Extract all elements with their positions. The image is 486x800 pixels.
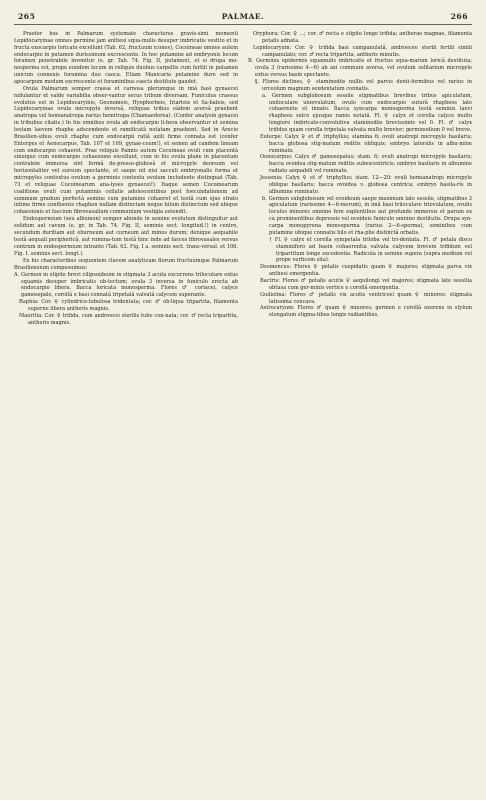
right-page-number: 266 (450, 12, 468, 21)
paragraph: Endospermium (seu albumen) semper abunde in semine evolutum distinguitur aut solidum aut cavum (e. gr. in Tab. 74. Fig. II, seminis sect. longitud.!) in centro, secundum duritiam aut eburneum aut corneum aut minus durum; denique aequabile testâ aequali periphericâ, aut rumina-tum testâ hinc inde ad fasces fibrovasales versus centrum in endospermium intrante (Tab. 62. Fig. I a. seminis sect. trans-versal. et 108. Fig. I. seminis sect. longt.). (14, 216, 238, 257)
paragraph: Oryphora: Cor. ♀ ...; cor. ♂ recta e stipite longe trifida; antherae magnae, filamenta petalis adnata. (253, 31, 472, 44)
paragraph: §. Flores diclines, ♀ staminodiis nullis vel parvis denti-formibus vel rarius in urceolum magnum sexdentatum connatis. (255, 79, 472, 92)
paragraph: Mauritia: Cor. ♀ trifida, cum androecei sterilis tubo con-nata; cor. ♂ recta tripartita, antheris magnis. (19, 312, 238, 326)
paragraph: Oenocarpus: Calyx ♂ gamosepalus; stam. 6; ovuli anatropi micropyle basilaris; bacca ovoidea stig-matum reditis subexcentricis; embryo basilaris in albumine radiato aequabili vel ruminato. (260, 154, 472, 175)
paragraph: B. Germinis epidermis squamulis imbricatis et fructus squa-marum loricâ destituta; ovula 3 (rarissime 4—6) ab axi communi aversa, vel ovulum solitarium micropyle extus versus basin spectante. (248, 58, 472, 79)
header-rule (14, 24, 472, 25)
paragraph: Praeter hos in Palmarum systemate characteres gravis-simi momenti Lepidocaryinae omnes germine jam anthesi squa-mulis desuper imbricatis vestito et in fructu exocarpio loricato excellunt (Tab. 62, fructuum icones), Cocoineae omnes autem endocarpio in putamen durissimum excrescente. In hoc putamine ad embryonis locum foramen penetrabile invenitur (e. gr. Tab. 74. Fig. II, putamen), et si drupa mo-nosperma est, prope eundem locum in reliquis duobus carpellis cum fertili in putamen unicum connexis foramina duo caeca. Etiam Manicaria putamine duro sed in apocarpum modum excrescente et foraminibus caecis destitute gaudet. (14, 31, 238, 86)
paragraph: Raphia: Cor. ♀ cylindrico-tubulosa tridentata; cor. ♂ ob-liqua tripartita, filamenta superne libera antheris magnis. (19, 299, 238, 312)
paragraph: Guilielma: Flores ♂ petalis vix acutis ventricosi quam ♀ minores; stigmata latissima concava. (260, 291, 472, 305)
paragraph: Astrocaryum: Flores ♂ quam ♀ minores; germen e corollâ exerens in stylum elongatum stigma-tibus longis radiantibus. (260, 305, 472, 319)
paragraph: † Fl. ♀ calyx et corolla sympetala triloba vel tri-dentata. Fl. ♂ petala disco staminifero ad basin cohaerentia valvata calycem brevem trifidum vel tripartitum longe excedentia. Radicula in semine supera (supra medium vel prope verticem sita). (269, 236, 472, 264)
left-column (14, 31, 238, 783)
paragraph: a. Germen subglobosum sessile stigmatibus brevibus tribus apiculatum, uniloculare uniovulatum, ovulo cum endocarpio suturâ rhapheos late cohaerente et innato. Bacca syncarpa monosperma testâ seminis laevi rhapheos sulco ejusque ramis notatâ. Fl. ♀ calyx et corolla calyce multo longiore imbricato-convolutiva staminodiis brevissimis vel 0. Fl. ♂ calyx trifidus quam corolla tripetala valvata multo brevior; germinodium 0 vel breve. (262, 92, 472, 134)
left-page-number: 265 (18, 12, 36, 21)
paragraph: Lepidocaryum: Cor. ♀ trifida basi campanulatâ, androeceo sterili fertili simili campanulato; cor. ♂ recta tripartita, antheris minutis. (253, 44, 472, 58)
paragraph: Bactris: Flores ♂ petalis acutis ♀ aequilongi vel majores; stigmata late sessilia obtusa cum ger-minis vertice e corollâ emergentia. (260, 277, 472, 291)
paragraph: Jessenia: Calyx ♀ et ♂ triphyllus; stam. 12—20; ovuli hemianatropi micropyle oblique basilaris; bacca ovoidea v. globosa centrica; embryo basila-ris in albumine ruminato. (260, 175, 472, 195)
paragraph: A. Germen in stipite brevi cilipsoideum in stigmata 3 acuta excurrens trilocutare extus squamis desuper imbricatis ob-tectum; ovula 3 inversa in funiculo erecta ab endocarpio libera. Bacca loricata monosperma. Flores ♂ coriacei, calyce gamosepalo, corollâ e basi connatâ tripetalâ valvatâ calycem superante. (14, 271, 238, 299)
paragraph: Desmoncus: Flores ♀ petalis cuspidatis quam ♀ majores; stigmata parva vix anthesi emergentia. (260, 264, 472, 278)
text-columns (14, 31, 472, 783)
paragraph: Euterpe: Calyx ♀ et ♂ triphyllus; stamina 6; ovuli anatropi micropyle basilaris; bacca globosa stig-matum reditis obliquis; embryo lateralis in albu-mine ruminato. (260, 133, 472, 154)
paragraph: Ex his characteribus sequentem clavem analyticam florum fructuumque Palmarum Brasiliensium composuimus: (14, 257, 238, 271)
right-column (248, 31, 472, 783)
paragraph: Ovula Palmarum semper crassa et carnosa plerumque in imâ basi gynaecei nidulantur et valde variabilia obser-vantur secus tribum diversam. Funiculus crassus evolutus est in Lepidocaryinis, Geonomeis, Hyophorbeis, Iriarteis et Sa-baleis, sed Lepidocaryinae ovula micropyle inversâ, reliquae tribus eâdem aversâ praebent anatropa vel hemianatropa rarius hemitropa (Chamaedorea). (Confer analysin gynacei in tribubus citatis.) In his omnibus ovula ab endocarpio li-bera observantur et semina testam laevem rhaphe adscendente et ramificatâ notatam praebent. Sed in Arecio Brasilien-sibus ovuli rhaphe cum endocarpii ratiâ axili firme connata est (confer Enterpes et Aenocarpus, Tab. 107 et 109, gynae-ceum!), et semen ad candem lineam cum endocarpio cohaeret. Prae reliquis Palmis autem Cocoineae ovuli cum placentâ sinuique cum endocarpio cohaesione excellunt, cum in his ovula plane in placentam centralem immersa sint formâ de-presso-globosâ et micropyle deorsum vel horizontaliter vel sursum spectante, et saepe nil nisi sacculi embryonalis forma et micropyles contextus ovulum a germinis contextu ovulum includente distinguat (Tab. 73 et reliquae Cocoinearum ana-lyses gynaecei!). Itaque semen Cocoinearum coalitione ovuli cum putaminis cellulis adolescentibus post foecundationem ad summum gradum perfectâ semine cum putamine cohaeret et testâ cum ejus strato intime firme confluente rhaphen nullam distinctam neque hilum distinctum sed ubique cohaesionis et fascium fibrovasallum communium vestigia ostendit. (14, 85, 238, 216)
paragraph: b. Germen subglobosum vel ovoideum saepe maximum late sessile, stigmatibus 3 apiculatum (rarissime 4—6-merum), in imâ basi triloculare triovulatum, ovulis loculos minores omnino fere explentibus aut profunde immersis et parum ex cà prominentibus depressis vel ovoideis funiculo omnino destitutis. Drupa syn-carpa monopyrena monosperma (rarius 2—6-sperma), seminibus cum putamine ubique connatis hilo et rha-phe distinctâ orbatis. (262, 195, 472, 236)
running-title: PALMAE. (221, 12, 265, 21)
running-head (14, 12, 472, 21)
